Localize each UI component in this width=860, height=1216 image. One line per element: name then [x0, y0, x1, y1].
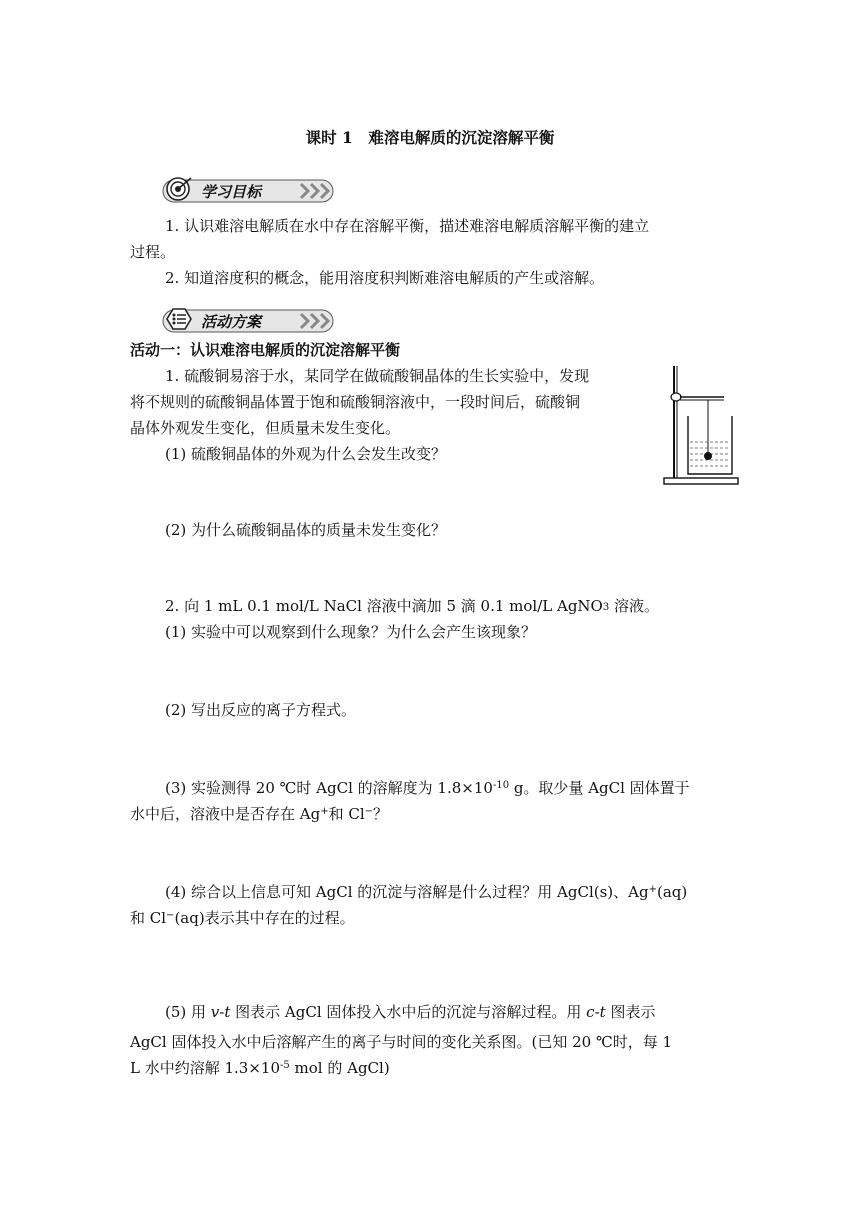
q2-sub-3-line-2: 水中后，溶液中是否存在 Ag+和 Cl−？	[130, 805, 389, 823]
q2-sub-5-line-1: (5) 用 v-t 图表示 AgCl 固体投入水中后的沉淀与溶解过程。用 c-t 图表示	[165, 1003, 656, 1021]
q2-line: 2. 向 1 mL 0.1 mol/L NaCl 溶液中滴加 5 滴 0.1 mol/L AgNO3 溶液。	[165, 597, 659, 615]
q1-line-1: 1. 硫酸铜易溶于水，某同学在做硫酸铜晶体的生长实验中，发现	[165, 367, 590, 385]
objective-1-cont: 过程。	[130, 243, 176, 261]
q2-sub-2: (2) 写出反应的离子方程式。	[165, 701, 357, 719]
q2-sub-5-line-3: L 水中约溶解 $1.3\times 10^{-5}$ mol 的 AgCl)	[130, 1059, 390, 1077]
banner-label: 学习目标	[201, 183, 262, 201]
q1-line-3: 晶体外观发生变化，但质量未发生变化。	[130, 419, 401, 437]
q1-sub-1: (1) 硫酸铜晶体的外观为什么会发生改变？	[165, 445, 447, 463]
objective-2: 2. 知道溶度积的概念，能用溶度积判断难溶电解质的产生或溶解。	[165, 269, 605, 287]
q1-sub-2: (2) 为什么硫酸铜晶体的质量未发生变化？	[165, 521, 447, 539]
page-title: 课时 1 难溶电解质的沉淀溶解平衡	[305, 128, 555, 147]
q2-sub-4-line-1: (4) 综合以上信息可知 AgCl 的沉淀与溶解是什么过程？用 AgCl(s)、Ag+(aq)	[165, 883, 688, 901]
q1-line-2: 将不规则的硫酸铜晶体置于饱和硫酸铜溶液中，一段时间后，硫酸铜	[130, 393, 581, 411]
q2-sub-4-line-2: 和 Cl−(aq)表示其中存在的过程。	[130, 909, 355, 927]
activity-heading: 活动一：认识难溶电解质的沉淀溶解平衡	[130, 341, 401, 359]
section-banner-objectives	[161, 176, 341, 206]
section-banner-activities	[161, 306, 341, 336]
banner-label: 活动方案	[201, 313, 262, 331]
objective-1: 1. 认识难溶电解质在水中存在溶解平衡，描述难溶电解质溶解平衡的建立	[165, 217, 650, 235]
q2-sub-1: (1) 实验中可以观察到什么现象？为什么会产生该现象？	[165, 623, 537, 641]
q2-sub-3-line-1: (3) 实验测得 20 ℃时 AgCl 的溶解度为 $1.8\times 10^{-10}$ g。取少量 AgCl 固体置于	[165, 779, 690, 797]
q2-sub-5-line-2: AgCl 固体投入水中后溶解产生的离子与时间的变化关系图。(已知 20 ℃时，每 1	[130, 1033, 673, 1051]
beaker-apparatus-figure	[662, 364, 740, 486]
